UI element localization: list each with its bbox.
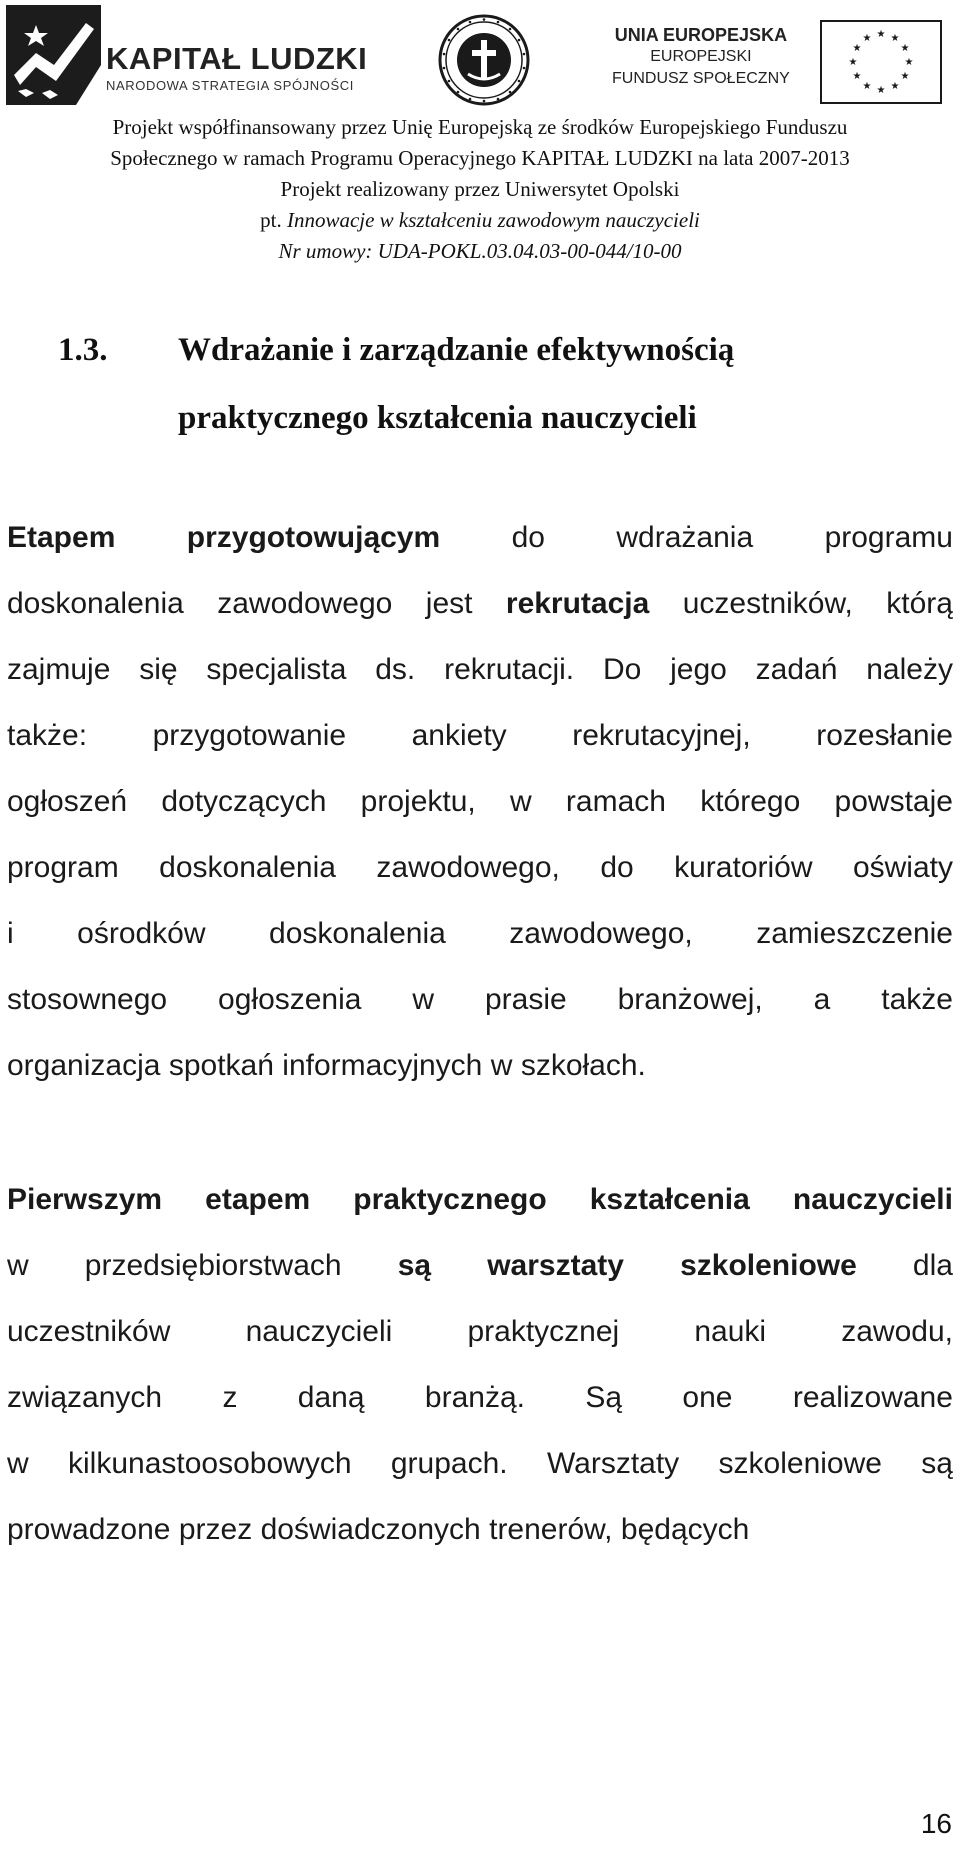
eu-fund-line2: FUNDUSZ SPOŁECZNY (612, 70, 790, 87)
svg-text:★: ★ (900, 43, 910, 54)
word: informacyjnych (282, 1049, 483, 1082)
word: warsztaty (487, 1249, 624, 1282)
word: w (490, 1049, 513, 1082)
word: rozesłanie (816, 719, 953, 752)
word: doświadczonych (260, 1513, 481, 1546)
svg-text:★: ★ (862, 81, 872, 92)
word: Warsztaty (546, 1447, 680, 1480)
word: kilkunastoosobowych (68, 1447, 352, 1480)
word: Są (585, 1381, 623, 1414)
text-line (7, 835, 953, 901)
project-title-prefix: pt. (260, 208, 287, 232)
word: zamieszczenie (756, 917, 953, 950)
project-info-line-2: Społecznego w ramach Programu Operacyjnego KAPITAŁ LUDZKI na lata 2007-2013 (110, 146, 850, 170)
word: dotyczących (161, 785, 327, 818)
word: dla (912, 1249, 953, 1282)
word: spotkań (168, 1049, 274, 1082)
text-line (7, 1299, 953, 1365)
word: branżą. (424, 1381, 525, 1414)
word: się (139, 653, 178, 686)
text-line (7, 1365, 953, 1431)
word: także (881, 983, 953, 1016)
text-line (7, 1033, 953, 1099)
word: projektu, (360, 785, 476, 818)
project-info (0, 112, 960, 267)
word: rekrutacja (505, 587, 650, 620)
word: którego (700, 785, 801, 818)
word: są (921, 1447, 953, 1480)
word: przedsiębiorstwach (84, 1249, 342, 1282)
word: one (682, 1381, 733, 1414)
svg-text:★: ★ (848, 57, 858, 68)
word: zajmuje (7, 653, 111, 686)
word: w (7, 1249, 29, 1282)
svg-text:★: ★ (890, 33, 900, 44)
word: i (7, 917, 14, 950)
word: do (600, 851, 634, 884)
word: doskonalenia (7, 587, 184, 620)
word: zawodowego (217, 587, 393, 620)
text-line (7, 1233, 953, 1299)
svg-text:★: ★ (900, 71, 910, 82)
word: szkoleniowe (680, 1249, 857, 1282)
word: a (813, 983, 831, 1016)
kapital-ludzki-logo (6, 5, 386, 105)
text-line (7, 505, 953, 571)
page-number: 16 (920, 1808, 952, 1839)
kapital-ludzki-subtitle: NARODOWA STRATEGIA SPÓJNOŚCI (106, 78, 354, 93)
section-title-line-2: praktycznego kształcenia nauczycieli (178, 400, 697, 436)
word: prowadzone (7, 1513, 171, 1546)
word: oświaty (852, 851, 953, 884)
word: szkołach. (520, 1049, 646, 1082)
text-line (7, 967, 953, 1033)
text-line (7, 1497, 953, 1563)
project-info-line-4 (0, 205, 960, 236)
word: praktycznej (467, 1315, 620, 1348)
word: realizowane (792, 1381, 953, 1414)
text-line (7, 571, 953, 637)
word: zawodowego, (509, 917, 693, 950)
word: przygotowanie (152, 719, 347, 752)
word: przez (178, 1513, 253, 1546)
svg-text:★: ★ (852, 43, 862, 54)
word: kuratoriów (674, 851, 813, 884)
section-title (178, 316, 938, 452)
word: grupach. (390, 1447, 508, 1480)
word: z (222, 1381, 238, 1414)
contract-number: Nr umowy: UDA-POKL.03.04.03-00-044/10-00 (278, 239, 682, 263)
word: prasie (484, 983, 567, 1016)
word: branżowej, (617, 983, 763, 1016)
word: nauczycieli (245, 1315, 393, 1348)
word: ramach (565, 785, 666, 818)
svg-text:★: ★ (876, 29, 886, 40)
section-title-line-1: Wdrażanie i zarządzanie efektywnością (178, 332, 735, 368)
word: przygotowującym (186, 521, 441, 554)
word: stosownego (7, 983, 168, 1016)
section-number: 1.3. (58, 332, 108, 368)
word: kształcenia (589, 1183, 750, 1216)
text-line (7, 637, 953, 703)
text-line (7, 703, 953, 769)
word: etapem (205, 1183, 311, 1216)
project-info-line-3: Projekt realizowany przez Uniwersytet Opolski (280, 177, 680, 201)
word: specjalista (206, 653, 347, 686)
word: nauki (694, 1315, 767, 1348)
word: program (7, 851, 119, 884)
eu-flag-icon (820, 20, 942, 104)
eu-logo-text (612, 24, 790, 90)
word: ośrodków (77, 917, 206, 950)
word: Etapem (7, 521, 116, 554)
word: należy (866, 653, 953, 686)
eu-fund-line1: EUROPEJSKI (650, 48, 752, 65)
project-info-line-1: Projekt współfinansowany przez Unię Europejską ze środków Europejskiego Funduszu (112, 115, 848, 139)
word: jego (670, 653, 727, 686)
word: ankiety (411, 719, 507, 752)
word: ds. (375, 653, 416, 686)
word: związanych (7, 1381, 163, 1414)
word: w (510, 785, 532, 818)
word: Pierwszym (7, 1183, 163, 1216)
word: daną (297, 1381, 365, 1414)
word: ogłoszenia (218, 983, 362, 1016)
word: programu (824, 521, 953, 554)
word: rekrutacyjnej, (572, 719, 751, 752)
word: trenerów, (489, 1513, 613, 1546)
text-line (7, 1431, 953, 1497)
document-header (0, 0, 960, 115)
svg-text:★: ★ (904, 57, 914, 68)
text-line (7, 769, 953, 835)
word: organizacja (7, 1049, 161, 1082)
word: zawodowego, (376, 851, 560, 884)
kapital-ludzki-emblem-icon (6, 5, 101, 105)
word: powstaje (834, 785, 953, 818)
word: jest (425, 587, 473, 620)
word: do (511, 521, 545, 554)
svg-text:★: ★ (890, 81, 900, 92)
word: rekrutacji. (444, 653, 575, 686)
word: nauczycieli (792, 1183, 953, 1216)
eu-name: UNIA EUROPEJSKA (614, 25, 788, 45)
word: szkoleniowe (718, 1447, 882, 1480)
word: praktycznego (353, 1183, 547, 1216)
paragraph-workshops (7, 1167, 953, 1563)
word: w (412, 983, 435, 1016)
university-seal-icon (438, 14, 530, 106)
word: wdrażania (616, 521, 754, 554)
svg-text:★: ★ (862, 33, 872, 44)
word: zadań (755, 653, 838, 686)
project-title: Innowacje w kształceniu zawodowym nauczycieli (286, 208, 700, 232)
word: doskonalenia (269, 917, 446, 950)
word: ogłoszeń (7, 785, 128, 818)
word: uczestników (7, 1315, 171, 1348)
kapital-ludzki-title: KAPITAŁ LUDZKI (106, 41, 368, 76)
kapital-ludzki-wordmark (106, 43, 367, 93)
word: doskonalenia (159, 851, 336, 884)
word: także: (7, 719, 88, 752)
svg-text:★: ★ (876, 85, 886, 96)
text-line (7, 901, 953, 967)
word: są (397, 1249, 432, 1282)
word: będących (620, 1513, 750, 1546)
svg-text:★: ★ (852, 71, 862, 82)
word: uczestników, (682, 587, 853, 620)
text-line (7, 1167, 953, 1233)
word: którą (886, 587, 953, 620)
paragraph-recruitment (7, 505, 953, 1099)
word: w (7, 1447, 29, 1480)
word: Do (602, 653, 642, 686)
word: zawodu, (841, 1315, 953, 1348)
